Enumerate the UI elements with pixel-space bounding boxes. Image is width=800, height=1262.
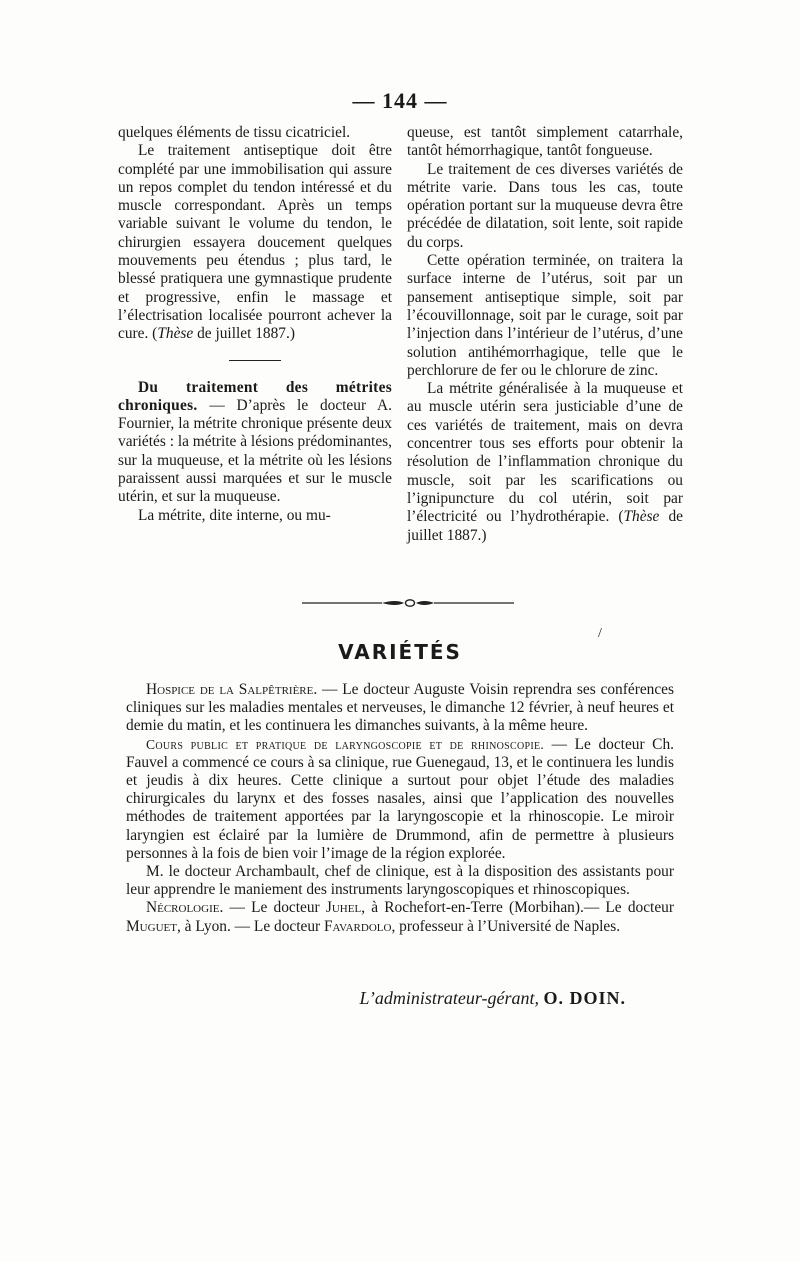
- right-paragraph-1: queuse, est tantôt simplement catarrhale, tantôt hémorrhagique, tantôt fongueuse.: [407, 124, 683, 160]
- news-item-laryngoscopie: [126, 736, 674, 863]
- right-column: [407, 124, 683, 545]
- left-paragraph-3-text: — D’après le docteur A. Fournier, la métrite chronique présente deux variétés : la métrite à lésions prédominantes, sur la muqueuse, et la métrite où les lésions paraissent aussi marquées et sur le muscle utérin, et sur la muqueuse.: [118, 396, 392, 506]
- person-name: Juhel: [325, 899, 362, 917]
- signature-line: [126, 988, 626, 1009]
- ornamental-rule: [300, 596, 516, 610]
- left-paragraph-2-end: de juillet 1887.): [193, 325, 295, 343]
- person-name: Favardolo: [324, 917, 392, 935]
- left-column: [118, 124, 392, 525]
- right-paragraph-3: Cette opération terminée, on traitera la surface interne de l’utérus, soit par un pansement antiseptique simple, soit par l’écouvillonnage, soit par le curage, soit par l’injection dans l’intérieur de l’utérus, d’une solution antihémorrhagique, telle que le perchlorure de fer ou le chlorure de zinc.: [407, 252, 683, 379]
- news-section: [126, 681, 674, 936]
- right-paragraph-4-text: La métrite généralisée à la muqueuse et au muscle utérin sera justiciable d’une de ces variétés de traitement, mais on devra concentrer tous ses efforts pour obtenir la résolution de l’inflammation chronique du muscle, soit par les scarifications ou l’ignipuncture du col utérin, soit par l’électricité ou l’hydrothérapie. (: [407, 380, 683, 526]
- news-item-text: , à Rochefort-en-Terre (Morbihan).— Le docteur: [361, 899, 674, 917]
- news-item-heading: Cours public et pratique de laryngoscopie et de rhinoscopie.: [146, 736, 545, 752]
- right-paragraph-4: [407, 380, 683, 545]
- varietes-heading: VARIÉTÉS: [338, 640, 462, 664]
- signature-role: L’administrateur-gérant,: [359, 988, 539, 1008]
- news-item-text: , à Lyon. — Le docteur: [176, 917, 324, 935]
- left-paragraph-2: [118, 142, 392, 343]
- news-item-text: , professeur à l’Université de Naples.: [391, 917, 621, 935]
- right-paragraph-4-end: de juillet 1887.): [407, 508, 683, 544]
- person-name: Muguet: [126, 917, 177, 935]
- right-paragraph-2: Le traitement de ces diverses variétés de métrite varie. Dans tous les cas, toute opération portant sur la muqueuse devra être précédée de dilatation, soit lente, soit rapide du corps.: [407, 160, 683, 251]
- page-number: — 144 —: [352, 88, 448, 113]
- news-item-heading: Nécrologie.: [146, 899, 224, 917]
- news-item-archambault: M. le docteur Archambault, chef de clinique, est à la disposition des assistants pour leur apprendre le maniement des instruments laryngoscopiques et rhinoscopiques.: [126, 863, 674, 899]
- signature-name: O. DOIN.: [543, 988, 626, 1008]
- left-paragraph-2-text: Le traitement antiseptique doit être complété par une immobilisation qui assure un repos complet du tendon intéressé et du muscle correspondant. Après un temps variable suivant le volume du tendon, le chirurgien essayera doucement quelques mouvements peu étendus ; plus tard, le blessé pratiquera une gymnastique prudente et progressive, enfin le massage et l’électrisation localisée pourront achever la cure. (: [118, 142, 392, 343]
- section-divider: [229, 360, 281, 361]
- news-item-text: — Le docteur: [223, 899, 326, 917]
- left-paragraph-1: quelques éléments de tissu cicatriciel.: [118, 124, 351, 141]
- news-item-heading: Hospice de la Salpêtrière.: [146, 681, 318, 698]
- left-paragraph-3: [118, 379, 392, 507]
- section-title: Du traitement des métrites chroniques.: [118, 378, 392, 414]
- news-item-text: — Le docteur Ch. Fauvel a commencé ce cours à sa clinique, rue Guenegaud, 13, et le continuera les lundis et jeudis à dix heures. Cette clinique a surtout pour objet l’étude des maladies chirurgicales du larynx et des fosses nasales, ainsi que l’application des nouvelles méthodes de traitement apportées par la laryngoscopie et la rhinoscopie. Le miroir laryngien est éclairé par la lumière de Drummond, afin de permettre à plusieurs personnes à la fois de bien voir l’image de la région explorée.: [126, 735, 674, 862]
- these-citation: Thèse: [157, 325, 194, 343]
- stray-mark: /: [598, 626, 602, 641]
- news-item-necrologie: [126, 899, 674, 935]
- left-paragraph-4: La métrite, dite interne, ou mu-: [138, 506, 331, 524]
- news-item-text: — Le docteur Auguste Voisin reprendra ses conférences cliniques sur les maladies mentales et nerveuses, le dimanche 12 février, à neuf heures et demie du matin, et les continuera les dimanches suivants, à la même heure.: [126, 681, 674, 735]
- these-citation: Thèse: [623, 508, 660, 526]
- news-item-salpetriere: [126, 681, 674, 736]
